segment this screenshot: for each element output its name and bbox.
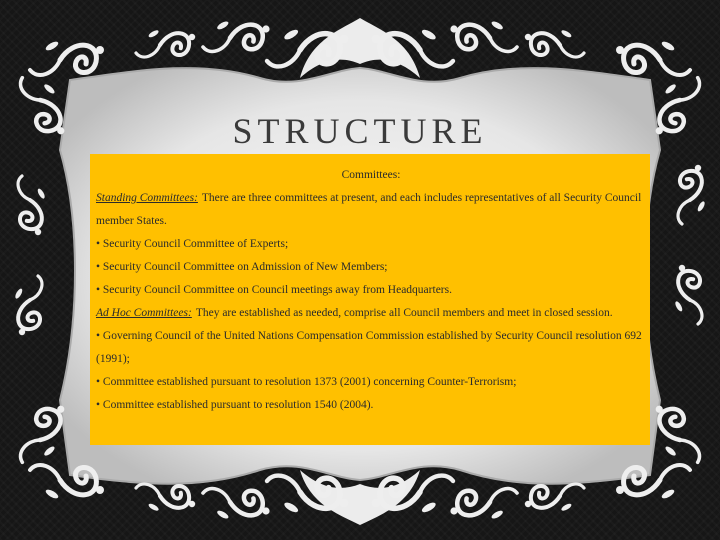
standing-paragraph — [96, 187, 646, 233]
list-item: • Governing Council of the United Nations Compensation Commission established by Security Council resolution 692 (1991); — [96, 330, 642, 365]
adhoc-text: They are established as needed, comprise all Council members and meet in closed session. — [195, 307, 613, 319]
list-item: • Security Council Committee on Council meetings away from Headquarters. — [96, 284, 452, 296]
slide-title: STRUCTURE — [232, 111, 488, 151]
list-item: • Security Council Committee of Experts; — [96, 238, 289, 250]
list-item: • Committee established pursuant to resolution 1373 (2001) concerning Counter-Terrorism; — [96, 376, 517, 388]
content-box — [90, 154, 650, 445]
standing-text: There are three committees at present, and each includes representatives of all Security Council member States. — [96, 192, 642, 227]
standing-term: Standing Committees: — [96, 192, 198, 204]
adhoc-term: Ad Hoc Committees: — [96, 307, 192, 319]
committees-heading: Committees: — [341, 169, 401, 181]
list-item: • Security Council Committee on Admission of New Members; — [96, 261, 388, 273]
adhoc-paragraph — [96, 302, 646, 325]
list-item: • Committee established pursuant to resolution 1540 (2004). — [96, 399, 374, 411]
